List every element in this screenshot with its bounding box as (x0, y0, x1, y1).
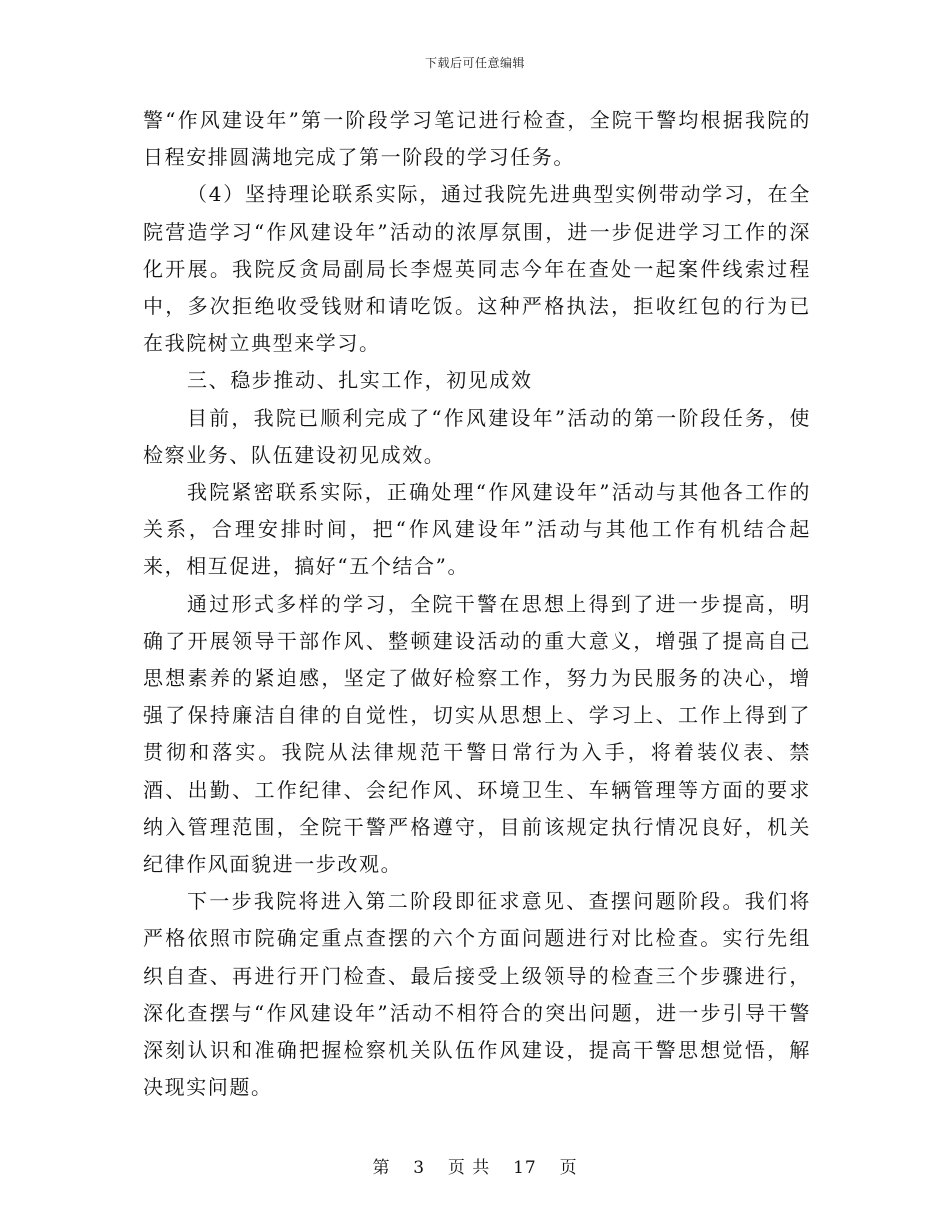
paragraph-next-steps: 下一步我院将进入第二阶段即征求意见、查摆问题阶段。我们将严格依照市院确定重点查摆的六个方面问题进行对比检查。实行先组织自查、再进行开门检查、最后接受上级领导的检查三个步骤进行，深化查摆与“作风建设年”活动不相符合的突出问题，进一步引导干警深刻认识和准确把握检察机关队伍作风建设，提高干警思想觉悟，解决现实问题。 (143, 889, 811, 1100)
total-pages: 17 (513, 1158, 537, 1178)
page-footer (0, 1153, 950, 1178)
paragraph-five-combinations: 我院紧密联系实际，正确处理“作风建设年”活动与其他各工作的关系，合理安排时间，把“作风建设年”活动与其他工作有机结合起来，相互促进，搞好“五个结合”。 (143, 480, 811, 579)
paragraph-point-4: （4）坚持理论联系实际，通过我院先进典型实例带动学习，在全院营造学习“作风建设年”活动的浓厚氛围，进一步促进学习工作的深化开展。我院反贪局副局长李煜英同志今年在查处一起案件线索过程中，多次拒绝收受钱财和请吃饭。这种严格执法，拒收红包的行为已在我院树立典型来学习。 (143, 182, 811, 356)
paragraph-current-status: 目前，我院已顺利完成了“作风建设年”活动的第一阶段任务，使检察业务、队伍建设初见成效。 (143, 405, 811, 467)
document-body (143, 102, 811, 1106)
footer-middle: 页 共 (447, 1158, 491, 1178)
page-header: 下载后可任意编辑 (424, 56, 525, 70)
page-number: 3 (413, 1158, 426, 1178)
section-heading: 三、稳步推动、扎实工作，初见成效 (187, 368, 533, 393)
paragraph-study-results: 通过形式多样的学习，全院干警在思想上得到了进一步提高，明确了开展领导干部作风、整顿建设活动的重大意义，增强了提高自己思想素养的紧迫感，坚定了做好检察工作，努力为民服务的决心，增强了保持廉洁自律的自觉性，切实从思想上、学习上、工作上得到了贯彻和落实。我院从法律规范干警日常行为入手，将着装仪表、禁酒、出勤、工作纪律、会纪作风、环境卫生、车辆管理等方面的要求纳入管理范围，全院干警严格遵守，目前该规定执行情况良好，机关纪律作风面貌进一步改观。 (143, 591, 811, 877)
footer-prefix: 第 (372, 1158, 391, 1178)
footer-suffix: 页 (559, 1158, 578, 1178)
paragraph-continuation: 警“作风建设年”第一阶段学习笔记进行检查，全院干警均根据我院的日程安排圆满地完成了第一阶段的学习任务。 (143, 108, 811, 170)
